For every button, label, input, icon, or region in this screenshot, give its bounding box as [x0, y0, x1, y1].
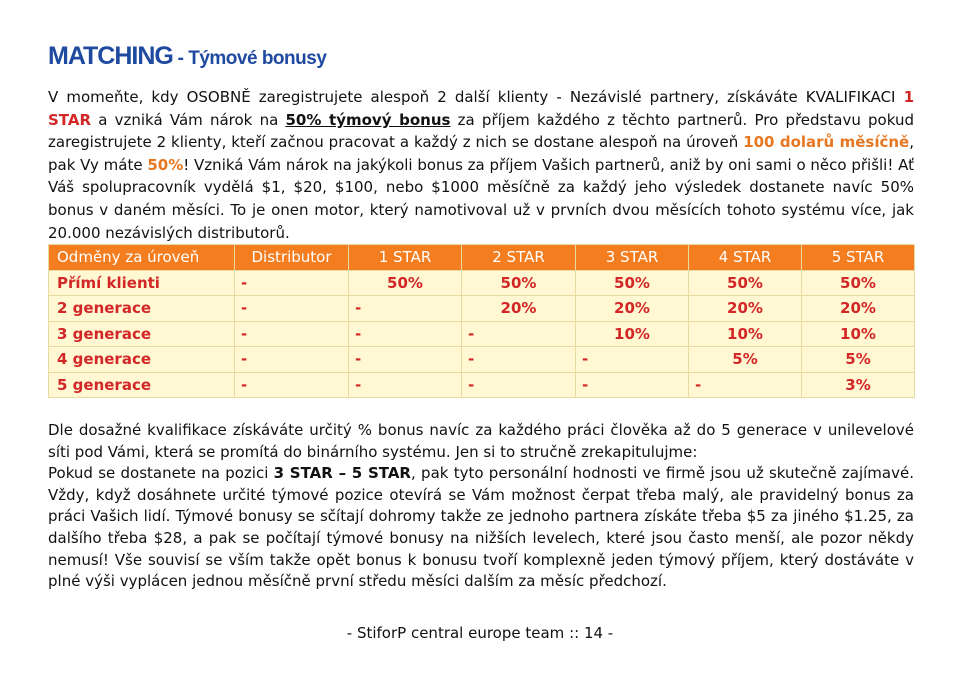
summary-star-range: 3 STAR – 5 STAR	[273, 464, 411, 483]
row-label: 2 generace	[49, 296, 235, 322]
table-cell: -	[576, 347, 689, 373]
summary-text-a: Pokud se dostanete na pozici	[48, 464, 274, 483]
summary-text-c: , pak tyto personální hodnosti ve firmě jsou už skutečně zajímavé. Vždy, když dosáhnete určité týmové pozice otevírá se Vám možnost čerpat třeba malý, ale pravidelný bonus za práci Vašich lidí. Týmové bonusy se sčítají dohromy takže ze jednoho partnera získáte třeba $5 za jiného $1.25, za dalšího třeba $28, a pak se počítají týmové bonusy na nižších levelech, které jsou často menší, ale pozor někdy nemusí! Vše souvisí se vším takže opět bonus k bonusu tvoří komplexně jeden týmový příjem, který dostáváte v plné výši vyplácen jednou měsíčně první středu měsíci dalším za měsíc předchozí.	[48, 464, 914, 591]
table-row	[49, 372, 915, 398]
table-cell: -	[349, 321, 462, 347]
intro-1star: 1 STAR	[48, 88, 914, 129]
table-cell: 50%	[349, 270, 462, 296]
table-cell: -	[235, 321, 349, 347]
intro-50-percent: 50%	[147, 155, 184, 174]
table-row	[49, 296, 915, 322]
table-cell: 20%	[576, 296, 689, 322]
title-main: MATCHING	[48, 42, 173, 70]
table-cell: -	[462, 372, 576, 398]
table-cell: -	[689, 372, 802, 398]
table-cell: -	[462, 347, 576, 373]
summary-paragraph-1: Dle dosažné kvalifikace získáváte určitý % bonus navíc za každého práci člověka až do 5 generace v unilevelové síti pod Vámi, která se promítá do binárního systému. Jen si to stručně zrekapitulujme:	[48, 421, 914, 461]
table-cell: 50%	[689, 270, 802, 296]
intro-text-5: za příjem každého z těchto partnerů. Pro představu pokud zaregistrujete 2 klienty, kteří začnou pracovat a každý z nich se dostane alespoň na úroveň	[48, 110, 914, 152]
table-cell: 5%	[802, 347, 915, 373]
table-cell: -	[235, 347, 349, 373]
header-distributor: Distributor	[235, 245, 349, 271]
table-row	[49, 321, 915, 347]
table-cell: 5%	[689, 347, 802, 373]
intro-team-bonus: 50% týmový bonus	[285, 110, 451, 129]
table-cell: -	[349, 347, 462, 373]
table-cell: -	[349, 296, 462, 322]
intro-100-dollars: 100 dolarů měsíčně	[743, 133, 910, 152]
table-cell: 20%	[689, 296, 802, 322]
table-row	[49, 347, 915, 373]
header-level: Odměny za úroveň	[49, 245, 235, 271]
table-header-row	[49, 245, 915, 271]
header-1star: 1 STAR	[349, 245, 462, 271]
summary-text	[48, 420, 914, 593]
table-cell: -	[462, 321, 576, 347]
table-cell: 50%	[462, 270, 576, 296]
header-3star: 3 STAR	[576, 245, 689, 271]
intro-text-1: V momeňte, kdy OSOBNĚ zaregistrujete alespoň 2 další klienty - Nezávislé partnery, získáváte KVALIFIKACI	[48, 88, 904, 106]
title-subtitle: - Týmové bonusy	[172, 48, 327, 69]
summary-paragraph-2	[48, 463, 914, 593]
table-cell: 50%	[576, 270, 689, 296]
table-cell: 10%	[576, 321, 689, 347]
table-row	[49, 270, 915, 296]
page-footer: - StiforP central europe team :: 14 -	[346, 624, 614, 642]
intro-paragraph	[48, 86, 914, 244]
header-2star: 2 STAR	[462, 245, 576, 271]
table-cell: 20%	[802, 296, 915, 322]
table-cell: 50%	[802, 270, 915, 296]
table-cell: 20%	[462, 296, 576, 322]
header-4star: 4 STAR	[689, 245, 802, 271]
page-title	[48, 42, 326, 71]
table-cell: -	[349, 372, 462, 398]
row-label: Přímí klienti	[49, 270, 235, 296]
intro-text-9: ! Vzniká Vám nárok na jakýkoli bonus za příjem Vašich partnerů, aniž by oni sami o něco přišli! Ať Váš spolupracovník vydělá $1, $20, $100, nebo $1000 měsíčně za každý jeho výsledek dostanete navíc 50% bonus v daném měsíci. To je onen motor, který namotivoval už v prvních dvou měsících tohoto systému více, jak 20.000 nezávislých distributorů.	[48, 155, 915, 242]
row-label: 5 generace	[49, 372, 235, 398]
table-cell: 3%	[802, 372, 915, 398]
intro-text-3: a vzniká Vám nárok na	[91, 110, 286, 129]
header-5star: 5 STAR	[802, 245, 915, 271]
table-cell: 10%	[689, 321, 802, 347]
intro-text-7: , pak Vy máte	[48, 133, 914, 174]
row-label: 4 generace	[49, 347, 235, 373]
table-cell: 10%	[802, 321, 915, 347]
table-cell: -	[235, 296, 349, 322]
row-label: 3 generace	[49, 321, 235, 347]
table-cell: -	[235, 372, 349, 398]
table-cell: -	[576, 372, 689, 398]
bonus-table	[48, 244, 915, 398]
table-cell: -	[235, 270, 349, 296]
